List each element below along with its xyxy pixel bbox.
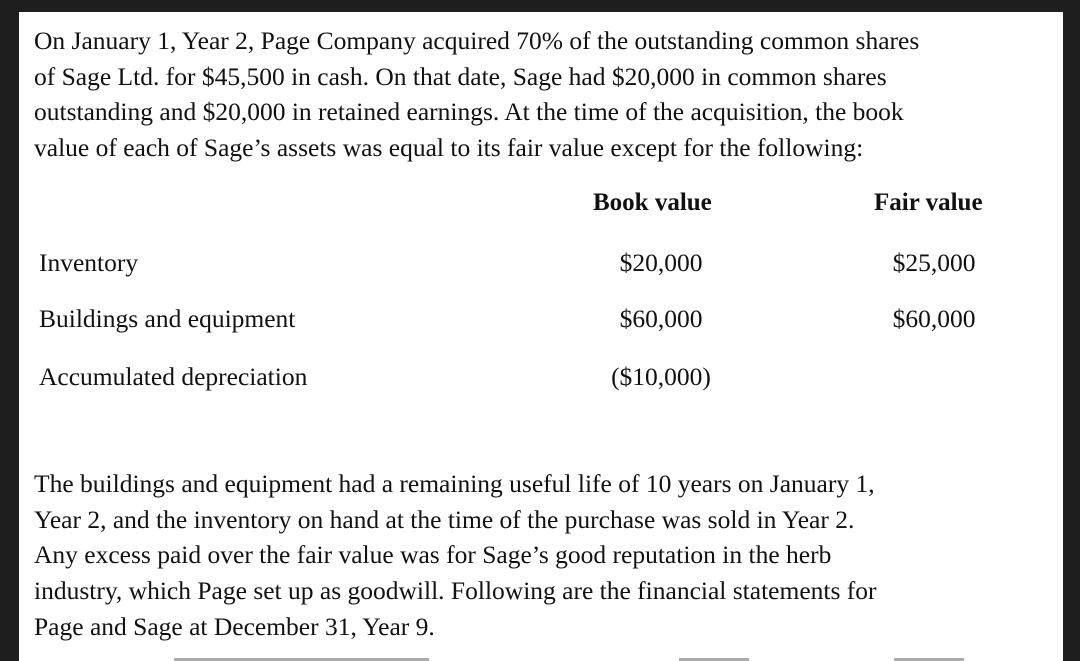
inventory-fair-value: $25,000 (892, 248, 976, 277)
book-value-header: Book value (593, 189, 712, 216)
intro-line: On January 1, Year 2, Page Company acquired 70% of the outstanding common shares (34, 26, 920, 55)
intro-line: value of each of Sage’s assets was equal to its fair value except for the following: (34, 133, 864, 163)
accumulated-depreciation-book-value: ($10,000) (611, 362, 711, 391)
closing-line: The buildings and equipment had a remaining useful life of 10 years on January 1, (34, 469, 875, 498)
inventory-book-value: $20,000 (619, 248, 703, 277)
closing-line: industry, which Page set up as goodwill. Following are the financial statements for (34, 576, 877, 606)
fair-value-header: Fair value (874, 189, 983, 216)
row-label-buildings-equipment: Buildings and equipment (39, 304, 296, 333)
buildings-equipment-fair-value: $60,000 (892, 304, 976, 333)
intro-line: of Sage Ltd. for $45,500 in cash. On that date, Sage had $20,000 in common shares (34, 61, 887, 91)
buildings-equipment-book-value: $60,000 (619, 304, 703, 333)
closing-line: Year 2, and the inventory on hand at the time of the purchase was sold in Year 2. (34, 504, 855, 534)
row-label-accumulated-depreciation: Accumulated depreciation (39, 362, 308, 391)
closing-line: Any excess paid over the fair value was for Sage’s good reputation in the herb (34, 540, 832, 570)
closing-line: Page and Sage at December 31, Year 9. (34, 611, 435, 641)
closing-paragraph (34, 466, 877, 645)
intro-paragraph (34, 23, 919, 166)
row-label-inventory: Inventory (39, 248, 139, 277)
intro-line: outstanding and $20,000 in retained earnings. At the time of the acquisition, the book (34, 97, 904, 127)
document-page (19, 12, 1063, 661)
